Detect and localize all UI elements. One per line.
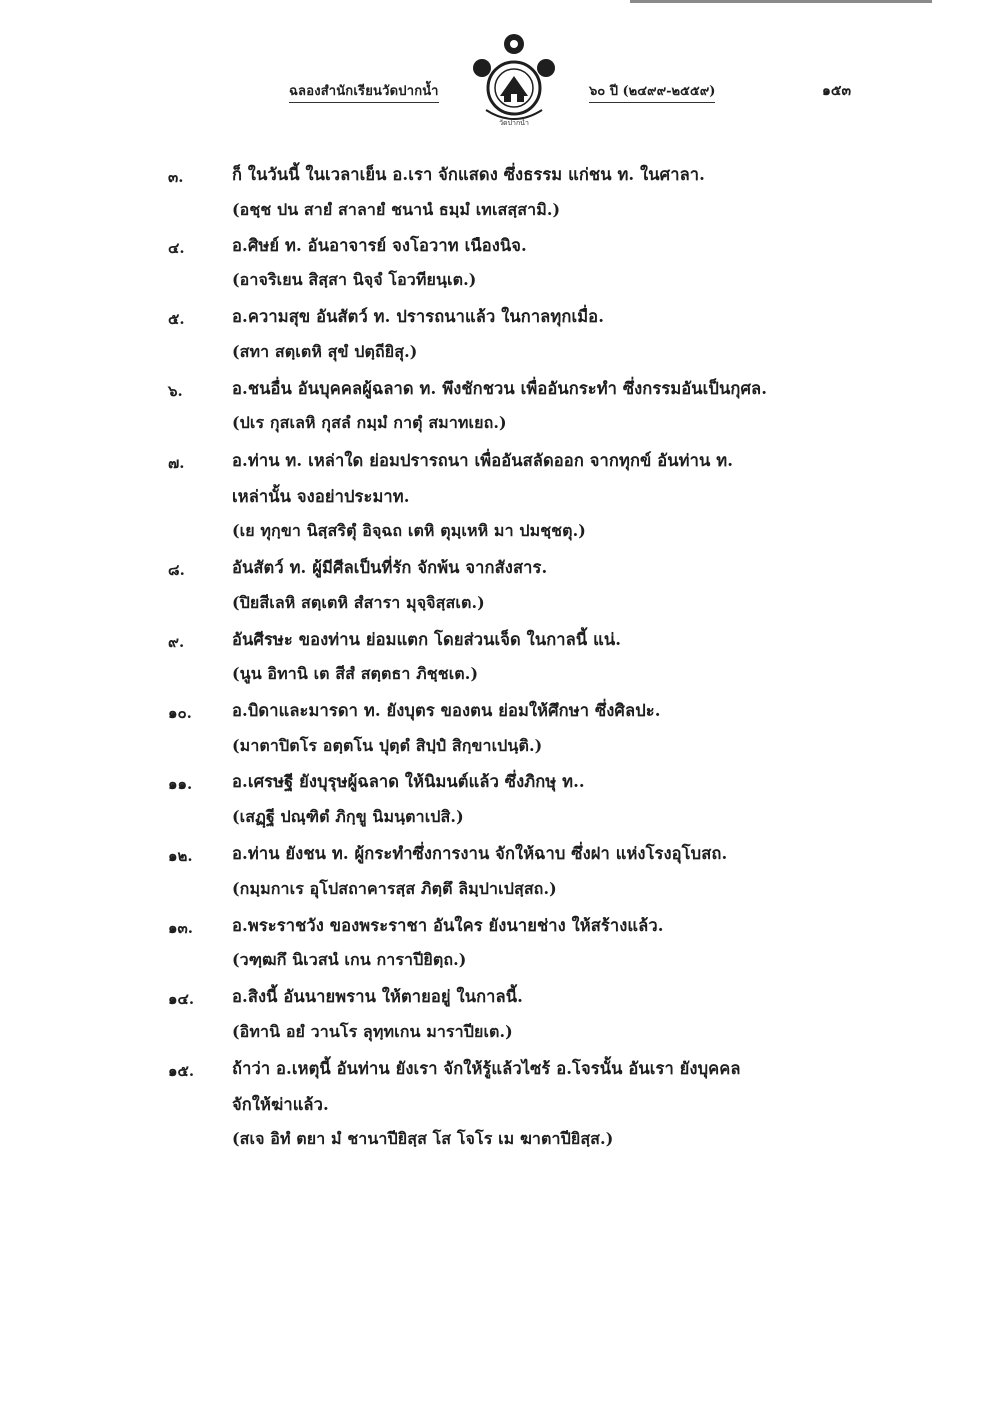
item-number: ๓. — [168, 168, 184, 186]
pali-sentence: (เสฏฺฐี ปณฺฑิตํ ภิกฺขู นิมนฺตาเปสิ.) — [232, 807, 464, 826]
pali-sentence: (มาตาปิตโร อตฺตโน ปุตฺตํ สิปฺปํ สิกฺขาเปนฺติ.) — [232, 736, 543, 755]
thai-translation: อ.ท่าน ท. เหล่าใด ย่อมปรารถนา เพื่ออันสลัดออก จากทุกข์ อันท่าน ท. — [232, 451, 734, 470]
header-right-title: ๖๐ ปี (๒๔๙๙-๒๕๕๙) — [589, 80, 715, 103]
header-left-title: ฉลองสำนักเรียนวัดปากน้ำ — [289, 80, 439, 103]
thai-translation: อ.พระราชวัง ของพระราชา อันใคร ยังนายช่าง ให้สร้างแล้ว. — [232, 916, 664, 935]
pali-sentence: (เย ทุกฺขา นิสฺสริตุํ อิจฺฉถ เตหิ ตุมฺเหหิ มา ปมชฺชตุ.) — [232, 521, 586, 540]
item-number: ๑๐. — [168, 704, 192, 722]
item-number: ๕. — [168, 310, 185, 328]
emblem-caption: วัดปากน้ำ — [499, 119, 529, 127]
thai-translation-cont: จักให้ฆ่าแล้ว. — [232, 1095, 329, 1114]
pali-sentence: (อาจริเยน สิสฺสา นิจฺจํ โอวทียนฺเต.) — [232, 270, 477, 289]
thai-translation: ก็ ในวันนี้ ในเวลาเย็น อ.เรา จักแสดง ซึ่งธรรม แก่ชน ท. ในศาลา. — [232, 165, 706, 184]
thai-translation: อ.ท่าน ยังชน ท. ผู้กระทำซึ่งการงาน จักให้ฉาบ ซึ่งฝา แห่งโรงอุโบสถ. — [232, 844, 728, 863]
pali-sentence: (อชฺช ปน สายํ สาลายํ ชนานํ ธมฺมํ เทเสสฺสามิ.) — [232, 200, 561, 219]
top-edge-rule — [630, 0, 932, 3]
item-number: ๑๒. — [168, 847, 193, 865]
item-number: ๑๔. — [168, 990, 195, 1008]
pali-sentence: (อิทานิ อยํ วานโร ลุทฺทเกน มาราปียเต.) — [232, 1022, 513, 1041]
school-emblem-icon — [468, 30, 560, 130]
item-number: ๖. — [168, 382, 183, 400]
thai-translation: อ.สิงนี้ อันนายพราน ให้ตายอยู่ ในกาลนี้. — [232, 987, 523, 1006]
pali-sentence: (ปเร กุสเลหิ กุสลํ กมฺมํ กาตุํ สมาทเยถ.) — [232, 413, 507, 432]
thai-translation: อันสัตว์ ท. ผู้มีศีลเป็นที่รัก จักพ้น จากสังสาร. — [232, 558, 548, 577]
item-number: ๑๑. — [168, 775, 193, 793]
pali-sentence: (วฑฺฒกึ นิเวสนํ เกน การาปียิตฺถ.) — [232, 950, 467, 969]
thai-translation: อ.ชนอื่น อันบุคคลผู้ฉลาด ท. พึงชักชวน เพื่ออันกระทำ ซึ่งกรรมอันเป็นกุศล. — [232, 379, 768, 398]
thai-translation-cont: เหล่านั้น จงอย่าประมาท. — [232, 487, 410, 506]
thai-translation: ถ้าว่า อ.เหตุนี้ อันท่าน ยังเรา จักให้รู้แล้วไซร้ อ.โจรนั้น อันเรา ยังบุคคล — [232, 1059, 741, 1078]
item-number: ๑๕. — [168, 1062, 195, 1080]
pali-sentence: (สเจ อิทํ ตยา มํ ชานาปียิสฺส โส โจโร เม ฆาตาปียิสฺส.) — [232, 1129, 614, 1148]
pali-sentence: (นูน อิทานิ เต สีสํ สตฺตธา ภิชฺชเต.) — [232, 664, 479, 683]
item-number: ๔. — [168, 239, 185, 257]
item-number: ๙. — [168, 633, 185, 651]
item-number: ๗. — [168, 454, 185, 472]
item-number: ๑๓. — [168, 919, 193, 937]
thai-translation: อ.ศิษย์ ท. อันอาจารย์ จงโอวาท เนืองนิจ. — [232, 236, 527, 255]
thai-translation: อ.บิดาและมารดา ท. ยังบุตร ของตน ย่อมให้ศึกษา ซึ่งศิลปะ. — [232, 701, 661, 720]
thai-translation: อันศีรษะ ของท่าน ย่อมแตก โดยส่วนเจ็ด ในกาลนี้ แน่. — [232, 630, 622, 649]
thai-translation: อ.เศรษฐี ยังบุรุษผู้ฉลาด ให้นิมนต์แล้ว ซึ่งภิกษุ ท.. — [232, 772, 585, 791]
pali-sentence: (ปิยสีเลหิ สตฺเตหิ สํสารา มุจฺจิสฺสเต.) — [232, 593, 485, 612]
pali-sentence: (สทา สตฺเตหิ สุขํ ปตฺถียิสุ.) — [232, 342, 418, 361]
item-number: ๘. — [168, 561, 185, 579]
pali-sentence: (กมฺมกาเร อุโปสถาคารสฺส ภิตฺตึ ลิมฺปาเปสฺสถ.) — [232, 879, 557, 898]
page-number: ๑๕๓ — [822, 83, 852, 99]
thai-translation: อ.ความสุข อันสัตว์ ท. ปรารถนาแล้ว ในกาลทุกเมื่อ. — [232, 307, 605, 326]
